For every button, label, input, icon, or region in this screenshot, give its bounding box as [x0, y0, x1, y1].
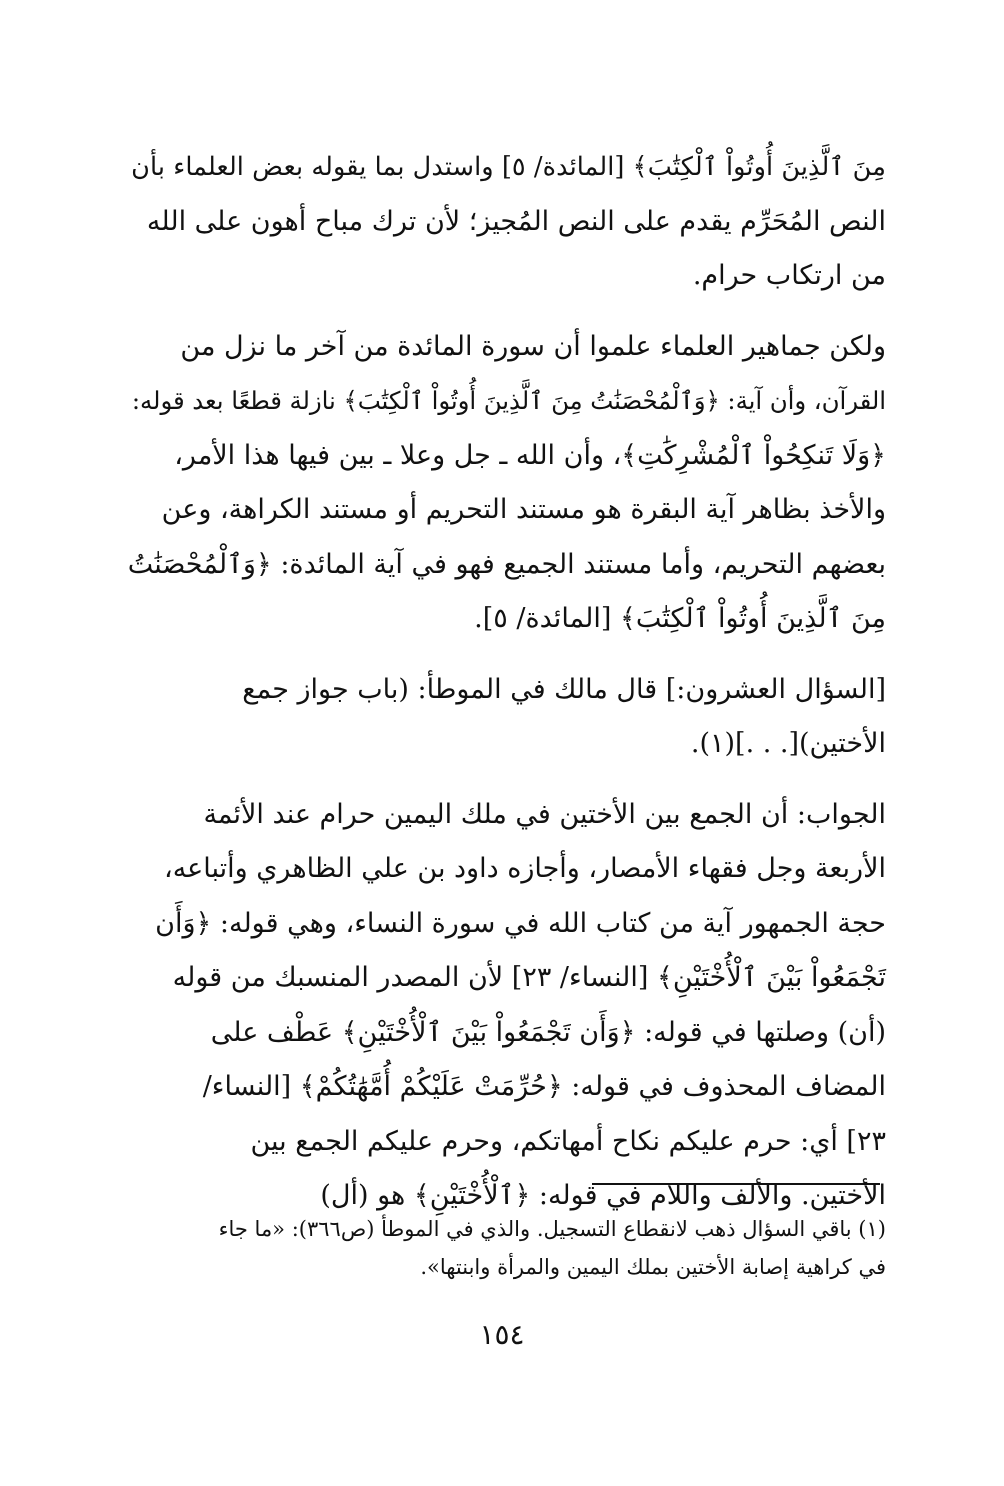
text-line: الأربعة وجل فقهاء الأمصار، وأجازه داود بن علي الظاهري وأتباعه، — [163, 853, 886, 884]
text-line: المضاف المحذوف في قوله: ﴿حُرِّمَتْ عَلَيْكُمْ أُمَّهَٰتُكُمْ﴾ [النساء/ — [202, 1071, 886, 1102]
page-body — [116, 140, 886, 1240]
paragraph-question-20 — [116, 663, 886, 772]
footnote-line: (١) باقي السؤال ذهب لانقطاع التسجيل. والذي في الموطأ (ص٣٦٦): «ما جاء — [218, 1217, 886, 1241]
paragraph-answer — [116, 788, 886, 1224]
text-line: من ارتكاب حرام. — [692, 260, 886, 291]
text-line: مِنَ ٱلَّذِينَ أُوتُواْ ٱلْكِتَٰبَ﴾ [المائدة/ ٥] واستدل بما يقوله بعض العلماء بأن — [131, 152, 886, 182]
text-line: ولكن جماهير العلماء علموا أن سورة المائدة من آخر ما نزل من — [180, 330, 886, 362]
text-line: بعضهم التحريم، وأما مستند الجميع فهو في آية المائدة: ﴿وَٱلْمُحْصَنَٰتُ — [127, 548, 886, 580]
text-line: (أن) وصلتها في قوله: ﴿وَأَن تَجْمَعُواْ بَيْنَ ٱلْأُخْتَيْنِ﴾ عَطْف على — [210, 1016, 886, 1048]
paragraph-1 — [116, 140, 886, 304]
text-line: [السؤال العشرون:] قال مالك في الموطأ: (باب جواز جمع — [242, 673, 886, 705]
text-line: القرآن، وأن آية: ﴿وَٱلْمُحْصَنَٰتُ مِنَ ٱلَّذِينَ أُوتُواْ ٱلْكِتَٰبَ﴾ نازلة قطعًا بعد قوله: — [131, 386, 886, 415]
page-number: ١٥٤ — [479, 1318, 525, 1351]
text-line: الجواب: أن الجمع بين الأختين في ملك اليمين حرام عند الأئمة — [203, 798, 886, 830]
text-line: الأختين)[. . .](١). — [690, 728, 886, 759]
text-line: ﴿وَلَا تَنكِحُواْ ٱلْمُشْرِكَٰتِ﴾، وأن الله ـ جل وعلا ـ بين فيها هذا الأمر، — [174, 439, 886, 471]
text-line: تَجْمَعُواْ بَيْنَ ٱلْأُخْتَيْنِ﴾ [النساء/ ٢٣] لأن المصدر المنسبك من قوله — [172, 962, 886, 993]
footnotes — [116, 1210, 886, 1286]
text-line: مِنَ ٱلَّذِينَ أُوتُواْ ٱلْكِتَٰبَ﴾ [المائدة/ ٥]. — [474, 603, 886, 634]
footnote-divider — [592, 1183, 880, 1185]
footnote-line: في كراهية إصابة الأختين بملك اليمين والمرأة وابنتها». — [420, 1255, 886, 1279]
text-line: الأختين. والألف واللام في قوله: ﴿ٱلْأُخْتَيْنِ﴾ هو (أل) — [320, 1180, 886, 1211]
text-line: حجة الجمهور آية من كتاب الله في سورة النساء، وهي قوله: ﴿وَأَن — [155, 907, 886, 939]
text-line: النص المُحَرِّم يقدم على النص المُجيز؛ لأن ترك مباح أهون على الله — [146, 205, 886, 237]
text-line: ٢٣] أي: حرم عليكم نكاح أمهاتكم، وحرم عليكم الجمع بين — [250, 1125, 886, 1157]
text-line: والأخذ بظاهر آية البقرة هو مستند التحريم أو مستند الكراهة، وعن — [161, 494, 886, 525]
paragraph-2 — [116, 320, 886, 647]
